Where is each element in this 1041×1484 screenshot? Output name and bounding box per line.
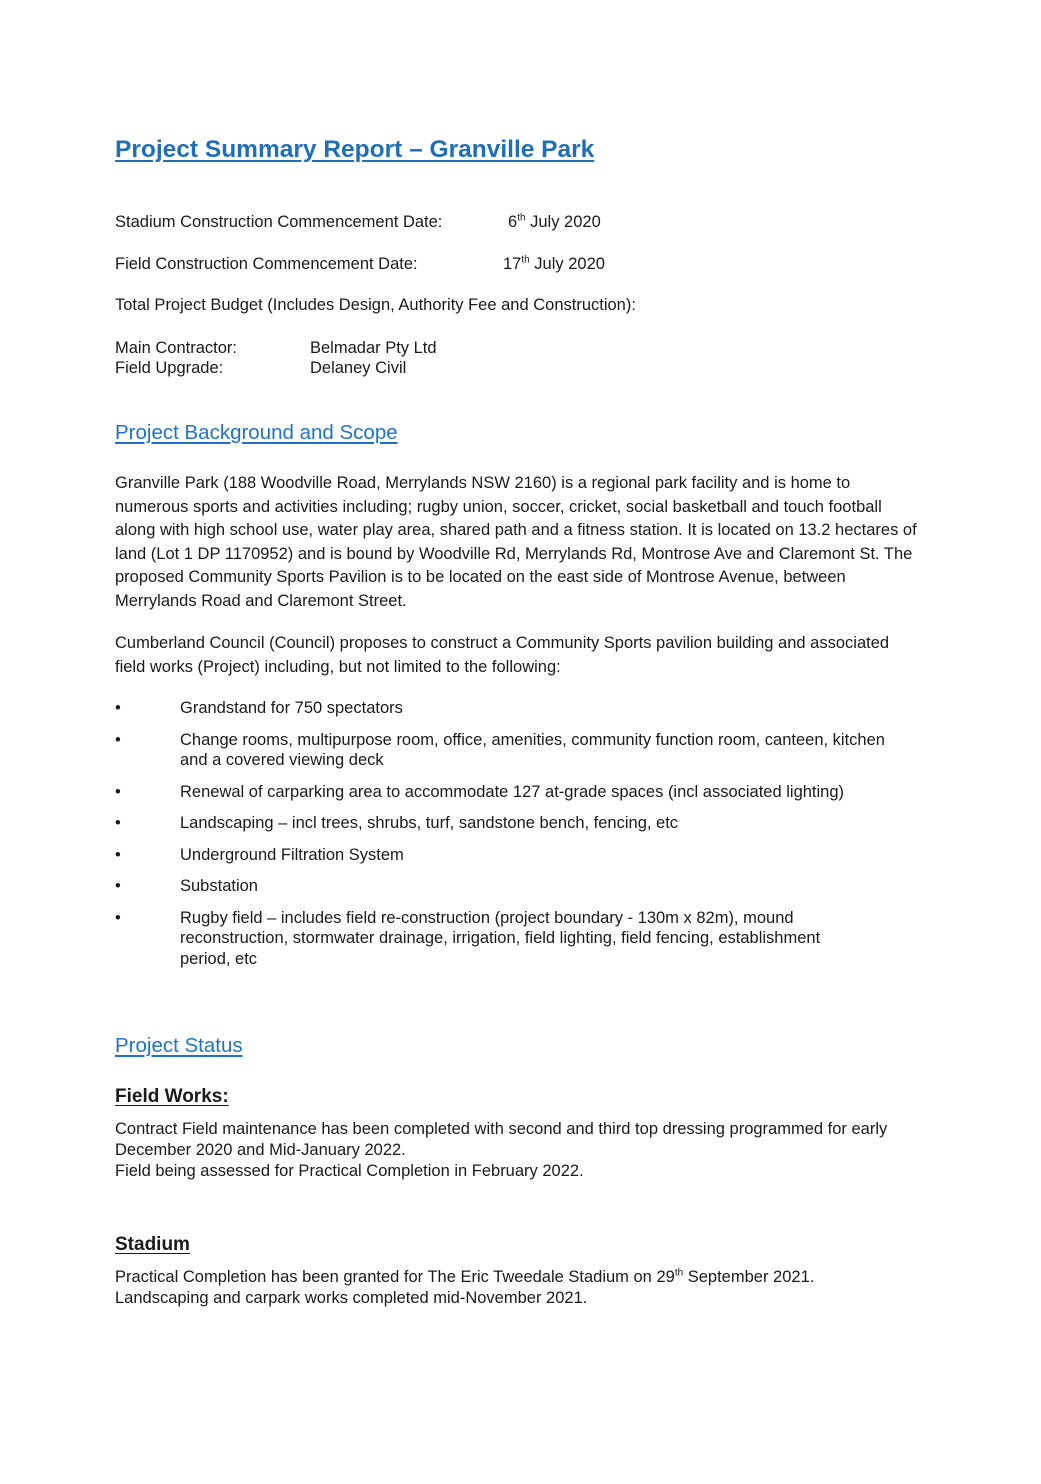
stadium-date-value: 6th July 2020 [508, 212, 601, 231]
main-contractor-label: Main Contractor: [115, 339, 237, 357]
field-date-label: Field Construction Commencement Date: [115, 255, 418, 273]
budget-label: Total Project Budget (Includes Design, Authority Fee and Construction): [115, 296, 636, 314]
list-item: • Rugby field – includes field re-construction (project boundary - 130m x 82m), mound reconstruction, stormwater drainage, irrigation, field lighting, field fencing, establishment period, etc [115, 908, 821, 968]
field-upgrade-label: Field Upgrade: [115, 359, 224, 377]
stadium-date-label: Stadium Construction Commencement Date: [115, 213, 443, 231]
list-item: • Renewal of carparking area to accommodate 127 at-grade spaces (incl associated lighting) [115, 782, 845, 801]
field-works-text: Contract Field maintenance has been completed with second and third top dressing programmed for early December 2020 and Mid-January 2022. Field being assessed for Practical Completion in February 2022. [115, 1120, 888, 1180]
main-contractor-value: Belmadar Pty Ltd [310, 339, 437, 357]
list-item: • Underground Filtration System [115, 845, 404, 864]
field-date-value: 17th July 2020 [503, 254, 605, 273]
scope-list [115, 698, 915, 969]
field-works-heading: Field Works: [115, 1086, 229, 1107]
stadium-heading: Stadium [115, 1234, 190, 1255]
list-item: • Substation [115, 877, 258, 895]
list-item: • Grandstand for 750 spectators [115, 699, 403, 717]
scope-intro-paragraph: Cumberland Council (Council) proposes to construct a Community Sports pavilion building and associated field works (Project) including, but not limited to the following: [115, 634, 890, 676]
background-paragraph: Granville Park (188 Woodville Road, Merrylands NSW 2160) is a regional park facility and is home to numerous sports and activities including; rugby union, soccer, cricket, social basketball and touch football along with high school use, water play area, shared path and a fitness station. It is located on 13.2 hectares of land (Lot 1 DP 1170952) and is bound by Woodville Rd, Merrylands Rd, Montrose Ave and Claremont St. The proposed Community Sports Pavilion is to be located on the east side of Montrose Avenue, between Merrylands Road and Claremont Street. [115, 474, 917, 610]
stadium-text: Practical Completion has been granted for The Eric Tweedale Stadium on 29th September 2021. Landscaping and carpark works completed mid-November 2021. [115, 1267, 815, 1307]
status-heading: Project Status [115, 1034, 243, 1057]
field-upgrade-value: Delaney Civil [310, 359, 407, 377]
list-item: • Change rooms, multipurpose room, office, amenities, community function room, canteen, kitchen and a covered viewing deck [115, 730, 885, 769]
page-title: Project Summary Report – Granville Park [115, 136, 595, 163]
list-item: • Landscaping – incl trees, shrubs, turf, sandstone bench, fencing, etc [115, 814, 679, 832]
background-heading: Project Background and Scope [115, 421, 398, 444]
